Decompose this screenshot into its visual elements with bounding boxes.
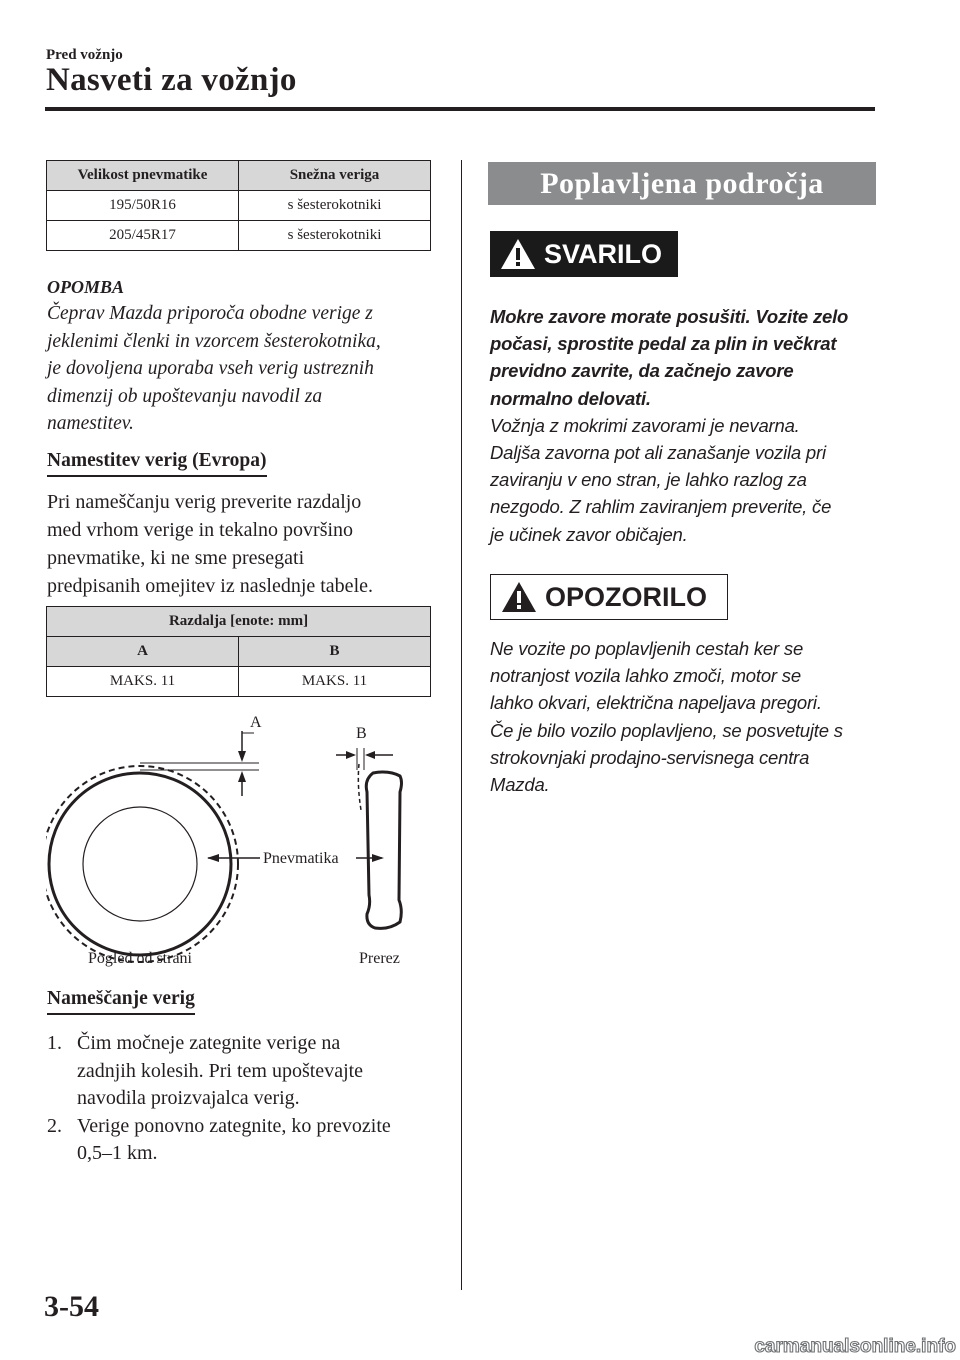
warning-line: počasi, sprostite pedal za plin in večkrat bbox=[490, 333, 837, 355]
tire-cross-section bbox=[366, 772, 401, 928]
column-divider bbox=[461, 160, 462, 1290]
table-cell: s šesterokotniki bbox=[239, 221, 431, 251]
warning-line: notranjost vozila lahko zmoči, motor se bbox=[490, 665, 801, 687]
chain-cross-section bbox=[358, 764, 361, 810]
table-cell: MAKS. 11 bbox=[239, 667, 431, 697]
note-body bbox=[47, 300, 447, 438]
svarilo-label: SVARILO bbox=[544, 238, 663, 269]
mount-steps bbox=[47, 1030, 447, 1168]
warning-line: je učinek zavor običajen. bbox=[490, 523, 688, 545]
warning-line: Če je bilo vozilo poplavljeno, se posvetujte s bbox=[490, 719, 843, 741]
table-row bbox=[47, 667, 431, 697]
paragraph-line: Pri nameščanju verig preverite razdaljo bbox=[47, 491, 362, 513]
warning-line: normalno delovati. bbox=[490, 387, 651, 409]
breadcrumb: Pred vožnjo bbox=[46, 47, 123, 63]
page-number: 3-54 bbox=[44, 1290, 99, 1323]
arrow-left-icon bbox=[207, 854, 219, 862]
table-cell: 205/45R17 bbox=[47, 221, 239, 251]
paragraph-line: med vrhom verige in tekalno površino bbox=[47, 519, 354, 541]
label-cross-section: Prerez bbox=[359, 950, 400, 967]
table-header-cell: A bbox=[47, 637, 239, 667]
paragraph-line: pnevmatike, ki ne sme presegati bbox=[47, 547, 305, 569]
table-cell: 195/50R16 bbox=[47, 191, 239, 221]
step-line: 0,5–1 km. bbox=[77, 1142, 158, 1164]
step-line: Verige ponovno zategnite, ko prevozite bbox=[77, 1114, 391, 1137]
svarilo-badge bbox=[490, 231, 678, 277]
arrow-down-icon bbox=[238, 751, 246, 762]
warning-line: lahko okvari, električna napeljava pregori. bbox=[490, 692, 822, 714]
table-header-row bbox=[47, 637, 431, 667]
warning-line: Ne vozite po poplavljenih cestah ker se bbox=[490, 638, 804, 659]
note-line: dimenzij ob upoštevanju navodil za bbox=[47, 385, 323, 407]
table-header-cell: B bbox=[239, 637, 431, 667]
warning-line: nezgodo. Z rahlim zaviranjem preverite, če bbox=[490, 496, 832, 518]
warning-line: strokovnjaki prodajno-servisnega centra bbox=[490, 746, 810, 768]
mount-heading: Nameščanje verig bbox=[47, 988, 195, 1015]
label-tire: Pnevmatika bbox=[263, 850, 339, 867]
note-line: je dovoljena uporaba vseh verig ustreznih bbox=[47, 358, 374, 379]
table-title: Razdalja [enote: mm] bbox=[47, 607, 431, 637]
step-line: navodila proizvajalca verig. bbox=[77, 1087, 300, 1109]
table-title-row bbox=[47, 607, 431, 637]
svg-text:carmanualsonline.info: carmanualsonline.info bbox=[754, 1336, 956, 1357]
warning-line: Daljša zavorna pot ali zanašanje vozila pri bbox=[490, 442, 826, 464]
label-side-view: Pogled od strani bbox=[88, 950, 192, 967]
step-number: 2. bbox=[47, 1114, 62, 1137]
paragraph-line: predpisanih omejitev iz naslednje tabele. bbox=[47, 575, 373, 597]
table-row bbox=[47, 191, 431, 221]
step-line: zadnjih kolesih. Pri tem upoštevajte bbox=[77, 1059, 364, 1082]
warning-triangle-icon bbox=[501, 581, 537, 613]
tire-chain-table bbox=[46, 160, 431, 251]
list-item bbox=[47, 1113, 447, 1168]
arrow-up-icon bbox=[238, 771, 246, 782]
section-banner: Poplavljena področja bbox=[488, 162, 876, 205]
svarilo-text bbox=[490, 303, 880, 548]
note-heading: OPOMBA bbox=[47, 277, 125, 297]
warning-line: Vožnja z mokrimi zavorami je nevarna. bbox=[490, 414, 800, 436]
page-title: Nasveti za vožnjo bbox=[46, 62, 297, 98]
install-paragraph bbox=[47, 488, 447, 600]
note-line: namestitev. bbox=[47, 413, 134, 434]
arrow-right-icon bbox=[372, 854, 384, 862]
warning-line: previdno zavrite, da začnejo zavore bbox=[490, 360, 794, 382]
title-rule bbox=[45, 107, 875, 111]
warning-line: Mazda. bbox=[490, 774, 550, 796]
opozorilo-label: OPOZORILO bbox=[545, 581, 707, 612]
label-b: B bbox=[356, 725, 367, 742]
table-header-cell: Snežna veriga bbox=[239, 161, 431, 191]
tire-outline bbox=[49, 773, 231, 955]
table-row bbox=[47, 221, 431, 251]
distance-table bbox=[46, 606, 431, 697]
install-heading: Namestitev verig (Evropa) bbox=[47, 450, 267, 477]
chain-outline bbox=[46, 766, 238, 962]
opozorilo-badge bbox=[490, 574, 728, 620]
step-line: Čim močneje zategnite verige na bbox=[77, 1032, 341, 1054]
arrow-left-icon bbox=[365, 751, 375, 759]
label-a: A bbox=[250, 714, 262, 731]
opozorilo-text bbox=[490, 635, 880, 798]
warning-line: Mokre zavore morate posušiti. Vozite zelo bbox=[490, 306, 849, 327]
watermark bbox=[720, 1332, 960, 1358]
table-header-row bbox=[47, 161, 431, 191]
note-line: Čeprav Mazda priporoča obodne verige z bbox=[47, 303, 373, 324]
warning-triangle-icon bbox=[500, 238, 536, 270]
arrow-right-icon bbox=[346, 751, 356, 759]
list-item bbox=[47, 1030, 447, 1113]
step-number: 1. bbox=[47, 1032, 62, 1054]
note-line: jeklenimi členki in vzorcem šesterokotnika, bbox=[47, 330, 381, 352]
table-header-cell: Velikost pnevmatike bbox=[47, 161, 239, 191]
table-cell: MAKS. 11 bbox=[47, 667, 239, 697]
tire-chain-diagram bbox=[46, 700, 426, 975]
warning-line: zaviranju v eno stran, je lahko razlog za bbox=[490, 469, 807, 491]
rim-outline bbox=[83, 807, 197, 921]
table-cell: s šesterokotniki bbox=[239, 191, 431, 221]
